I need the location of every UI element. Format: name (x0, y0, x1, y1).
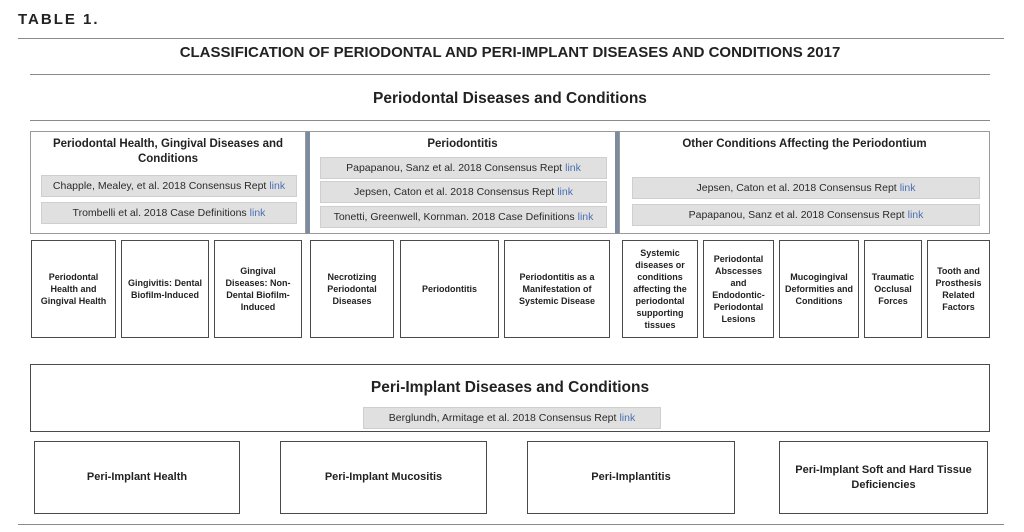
main-title: CLASSIFICATION OF PERIODONTAL AND PERI-IMPLANT DISEASES AND CONDITIONS 2017 (179, 44, 841, 61)
column-other-conditions (619, 131, 990, 234)
reference-link[interactable]: link (249, 207, 266, 219)
category-box: Systemic diseases or conditions affecting the periodontal supporting tissues (622, 240, 698, 338)
reference-chip: Papapanou, Sanz et al. 2018 Consensus Rept link (632, 204, 980, 226)
category-box: Tooth and Prosthesis Related Factors (927, 240, 990, 338)
peri-implant-box: Peri-Implantitis (527, 441, 735, 514)
column-heading: Other Conditions Affecting the Periodontium (682, 138, 927, 150)
column-periodontitis (306, 131, 619, 234)
peri-implant-box: Peri-Implant Soft and Hard Tissue Deficiencies (779, 441, 988, 514)
reference-chip: Jepsen, Caton et al. 2018 Consensus Rept link (632, 177, 980, 199)
reference-link[interactable]: link (577, 211, 594, 223)
category-box: Periodontitis (400, 240, 499, 338)
reference-chip: Berglundh, Armitage et al. 2018 Consensus Rept link (363, 407, 661, 429)
reference-link[interactable]: link (269, 180, 286, 192)
column-heading: Periodontal Health, Gingival Diseases and Conditions (52, 138, 284, 165)
reference-chip: Papapanou, Sanz et al. 2018 Consensus Rept link (320, 157, 607, 179)
divider (30, 74, 990, 75)
reference-chip: Jepsen, Caton et al. 2018 Consensus Rept link (320, 181, 607, 203)
table-label: TABLE 1. (18, 11, 100, 28)
divider (18, 524, 1004, 525)
reference-link[interactable]: link (619, 412, 636, 424)
peri-implant-box: Peri-Implant Mucositis (280, 441, 487, 514)
reference-link[interactable]: link (565, 162, 581, 174)
reference-link[interactable]: link (557, 186, 573, 198)
peri-implant-panel (30, 364, 990, 432)
divider (18, 38, 1004, 39)
divider (30, 120, 990, 121)
column-periodontal-health (30, 131, 306, 234)
category-box: Gingival Diseases: Non-Dental Biofilm-Induced (214, 240, 302, 338)
category-box: Periodontitis as a Manifestation of Systemic Disease (504, 240, 610, 338)
reference-chip: Chapple, Mealey, et al. 2018 Consensus Rept link (41, 175, 297, 197)
category-box: Periodontal Abscesses and Endodontic-Periodontal Lesions (703, 240, 774, 338)
category-box: Traumatic Occlusal Forces (864, 240, 922, 338)
reference-link[interactable]: link (899, 182, 916, 194)
reference-chip: Tonetti, Greenwell, Kornman. 2018 Case Definitions link (320, 206, 607, 228)
category-box: Mucogingival Deformities and Conditions (779, 240, 859, 338)
category-box: Necrotizing Periodontal Diseases (310, 240, 394, 338)
periodontal-section-title: Periodontal Diseases and Conditions (373, 90, 647, 107)
peri-implant-section-title: Peri-Implant Diseases and Conditions (370, 379, 650, 396)
category-box: Gingivitis: Dental Biofilm-Induced (121, 240, 209, 338)
reference-link[interactable]: link (907, 209, 924, 221)
column-heading: Periodontitis (427, 138, 498, 150)
category-box: Periodontal Health and Gingival Health (31, 240, 116, 338)
reference-chip: Trombelli et al. 2018 Case Definitions link (41, 202, 297, 224)
peri-implant-box: Peri-Implant Health (34, 441, 240, 514)
